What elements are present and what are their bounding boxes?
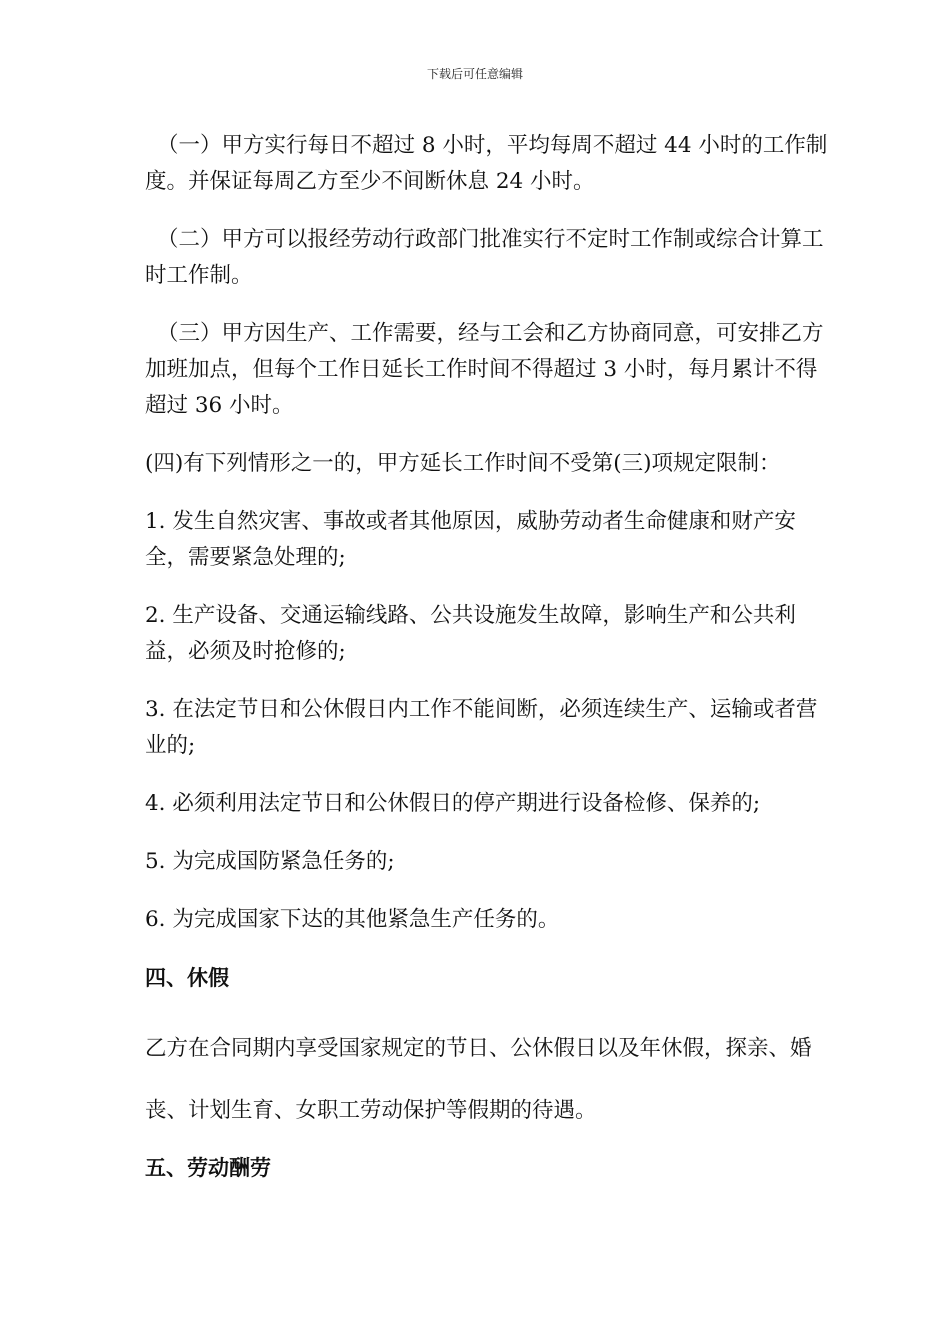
section-heading-remuneration: 五、劳动酬劳 [145, 1156, 271, 1180]
page-header: 下载后可任意编辑 [426, 67, 523, 81]
paragraph-2: （二）甲方可以报经劳动行政部门批准实行不定时工作制或综合计算工时工作制。 [145, 227, 824, 288]
list-item-6: 6. 为完成国家下达的其他紧急生产任务的。 [145, 907, 560, 932]
paragraph-3: （三）甲方因生产、工作需要，经与工会和乙方协商同意，可安排乙方加班加点，但每个工作日延长工作时间不得超过 3 小时，每月累计不得超过 36 小时。 [145, 321, 824, 418]
list-item-5: 5. 为完成国防紧急任务的; [145, 849, 395, 874]
list-item-3: 3. 在法定节日和公休假日内工作不能间断，必须连续生产、运输或者营业的; [145, 697, 818, 758]
list-item-4: 4. 必须利用法定节日和公休假日的停产期进行设备检修、保养的; [145, 791, 761, 816]
paragraph-4: (四)有下列情形之一的，甲方延长工作时间不受第(三)项规定限制： [145, 451, 781, 476]
vacation-paragraph: 乙方在合同期内享受国家规定的节日、公休假日以及年休假，探亲、婚丧、计划生育、女职工劳动保护等假期的待遇。 [145, 1036, 812, 1123]
list-item-1: 1. 发生自然灾害、事故或者其他原因，威胁劳动者生命健康和财产安全，需要紧急处理的; [145, 509, 796, 570]
document-body [145, 128, 835, 1208]
section-heading-vacation: 四、休假 [145, 966, 229, 990]
list-item-2: 2. 生产设备、交通运输线路、公共设施发生故障，影响生产和公共利益，必须及时抢修的; [145, 603, 796, 664]
paragraph-1: （一）甲方实行每日不超过 8 小时，平均每周不超过 44 小时的工作制度。并保证每周乙方至少不间断休息 24 小时。 [145, 133, 828, 194]
